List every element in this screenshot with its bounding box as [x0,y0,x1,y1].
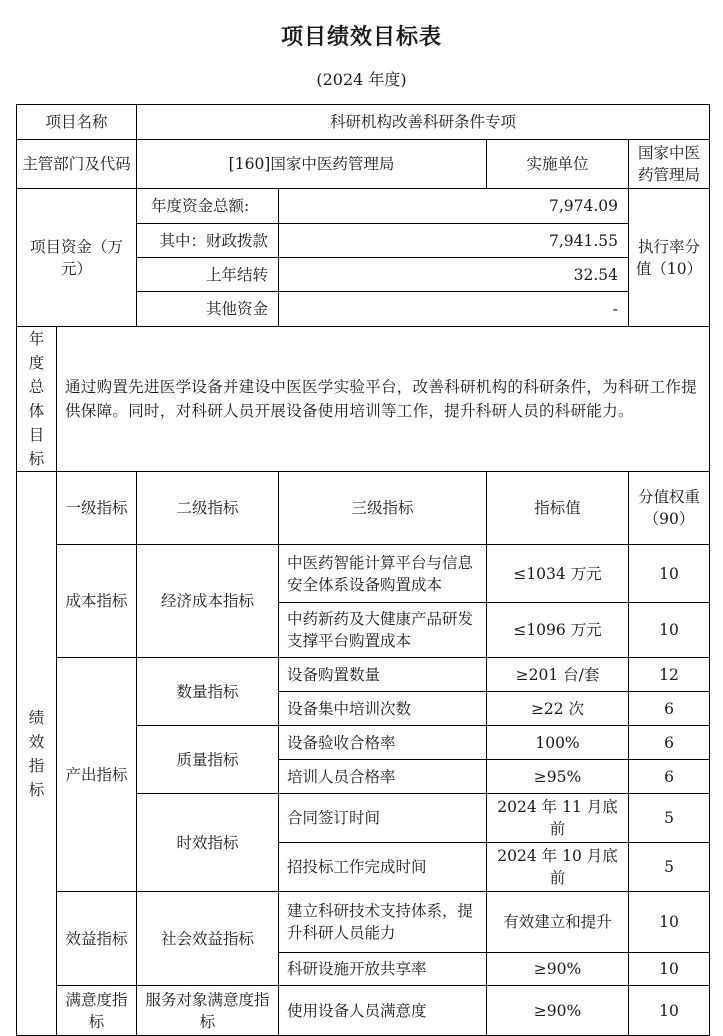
weight-cell: 10 [629,603,710,658]
quality-indicator-label: 质量指标 [137,726,279,794]
funds-carryover-label: 上年结转 [137,258,279,292]
level3-cell: 设备集中培训次数 [279,692,487,726]
output-indicator-label: 产出指标 [57,658,137,892]
header-level2: 二级指标 [137,472,279,545]
level3-cell: 招投标工作完成时间 [279,843,487,892]
weight-cell: 6 [629,726,710,760]
indicators-section-label: 绩效指标 [28,708,45,799]
impl-value: 国家中医药管理局 [629,140,710,189]
table-row [17,892,710,953]
level3-cell: 科研设施开放共享率 [279,953,487,986]
dept-label: 主管部门及代码 [17,140,137,189]
value-cell: ≥201 台/套 [487,658,629,692]
cost-indicator-label: 成本指标 [57,545,137,658]
performance-table [16,104,710,1036]
funds-fiscal-value: 7,941.55 [279,224,629,258]
goal-label: 年度总体目标 [28,330,45,468]
weight-cell: 6 [629,692,710,726]
service-satisfaction-label: 服务对象满意度指标 [137,986,279,1036]
project-name-row [17,105,710,140]
value-cell: ≤1034 万元 [487,545,629,603]
funds-other-label: 其他资金 [137,292,279,327]
table-row [17,545,710,603]
level3-cell: 使用设备人员满意度 [279,986,487,1036]
level3-cell: 培训人员合格率 [279,760,487,794]
social-benefit-label: 社会效益指标 [137,892,279,986]
funds-carryover-value: 32.54 [279,258,629,292]
level3-cell: 中医药智能计算平台与信息安全体系设备购置成本 [279,545,487,603]
indicator-header-row [17,472,710,545]
level3-cell: 设备验收合格率 [279,726,487,760]
value-cell: 2024 年 10 月底前 [487,843,629,892]
weight-cell: 10 [629,892,710,953]
economic-cost-label: 经济成本指标 [137,545,279,658]
indicators-section-cell [17,472,57,1036]
header-level3: 三级指标 [279,472,487,545]
goal-row [17,327,710,472]
weight-cell: 10 [629,953,710,986]
funds-other-value: - [279,292,629,327]
funds-total-value: 7,974.09 [279,189,629,224]
weight-cell: 10 [629,545,710,603]
value-cell: ≥95% [487,760,629,794]
weight-cell: 6 [629,760,710,794]
value-cell: ≤1096 万元 [487,603,629,658]
funds-label: 项目资金（万元） [17,189,137,327]
dept-row [17,140,710,189]
table-row [17,658,710,692]
exec-rate-label: 执行率分值（10） [629,189,710,327]
level3-cell: 中药新药及大健康产品研发支撑平台购置成本 [279,603,487,658]
project-name-label: 项目名称 [17,105,137,140]
value-cell: 有效建立和提升 [487,892,629,953]
weight-cell: 5 [629,794,710,843]
funds-fiscal-label: 其中：财政拨款 [137,224,279,258]
goal-text: 通过购置先进医学设备并建设中医医学实验平台，改善科研机构的科研条件，为科研工作提供保障。同时，对科研人员开展设备使用培训等工作，提升科研人员的科研能力。 [57,327,710,472]
level3-cell: 建立科研技术支持体系，提升科研人员能力 [279,892,487,953]
funds-row [17,189,710,224]
goal-label-cell [17,327,57,472]
page-title: 项目绩效目标表 [280,25,442,50]
level3-cell: 合同签订时间 [279,794,487,843]
header-weight: 分值权重（90） [629,472,710,545]
weight-cell: 12 [629,658,710,692]
header-value: 指标值 [487,472,629,545]
header-level1: 一级指标 [57,472,137,545]
table-row [17,986,710,1036]
value-cell: ≥90% [487,953,629,986]
value-cell: 2024 年 11 月底前 [487,794,629,843]
page-subtitle: (2024 年度) [316,70,407,89]
value-cell: ≥22 次 [487,692,629,726]
benefit-indicator-label: 效益指标 [57,892,137,986]
value-cell: ≥90% [487,986,629,1036]
quantity-indicator-label: 数量指标 [137,658,279,726]
value-cell: 100% [487,726,629,760]
satisfaction-indicator-label: 满意度指标 [57,986,137,1036]
weight-cell: 5 [629,843,710,892]
timeliness-indicator-label: 时效指标 [137,794,279,892]
impl-label: 实施单位 [487,140,629,189]
weight-cell: 10 [629,986,710,1036]
funds-total-label: 年度资金总额: [137,189,279,224]
level3-cell: 设备购置数量 [279,658,487,692]
dept-value: [160]国家中医药管理局 [137,140,487,189]
project-name-value: 科研机构改善科研条件专项 [137,105,710,140]
